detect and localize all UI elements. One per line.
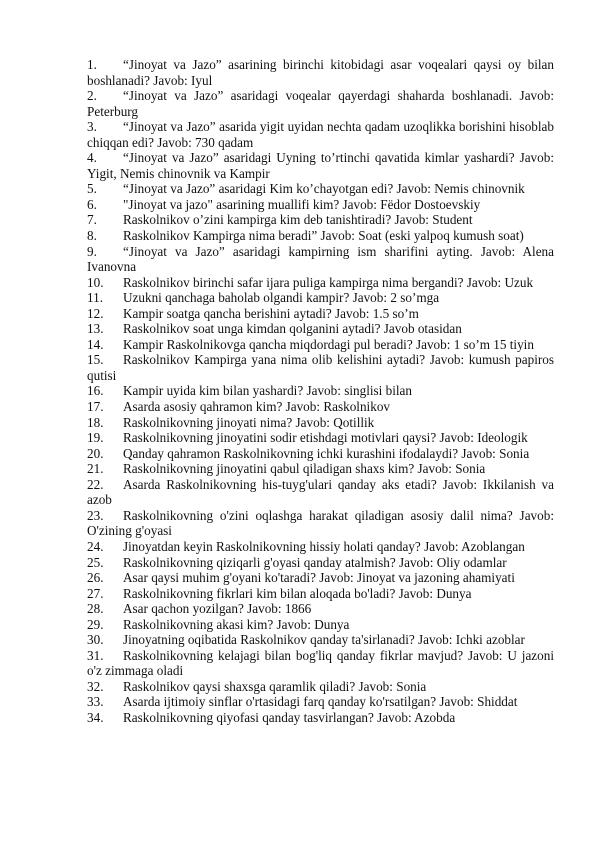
item-text: Raskolnikovning jinoyatini sodir etishdagi motivlari qaysi? Javob: Ideologik	[123, 430, 528, 446]
item-number: 26.	[87, 570, 104, 586]
list-item	[87, 57, 554, 88]
list-item	[87, 275, 554, 291]
list-item	[87, 337, 554, 353]
list-item	[87, 383, 554, 399]
item-text: Raskolnikovning o'zini oqlashga harakat qiladigan asosiy dalil nima? Javob: O'zining g'oyasi	[87, 507, 554, 539]
item-number: 7.	[87, 212, 97, 228]
list-item	[87, 601, 554, 617]
list-item	[87, 306, 554, 322]
list-item	[87, 352, 554, 383]
list-item	[87, 430, 554, 446]
item-text: Asarda Raskolnikovning his-tuyg'ulari qanday aks etadi? Javob: Ikkilanish va azob	[87, 476, 554, 508]
item-number: 12.	[87, 305, 104, 321]
item-number: 16.	[87, 383, 104, 399]
item-text: “Jinoyat va Jazo” asaridagi voqealar qayerdagi shaharda boshlanadi. Javob: Peterburg	[87, 88, 554, 119]
item-text: Raskolnikovning kelajagi bilan bog'liq qanday fikrlar mavjud? Javob: U jazoni o'z zimmaga oladi	[87, 647, 554, 679]
question-answer-list	[87, 57, 554, 726]
list-item	[87, 694, 554, 710]
list-item	[87, 446, 554, 462]
list-item	[87, 679, 554, 695]
list-item	[87, 197, 554, 213]
item-text: Asarda asosiy qahramon kim? Javob: Raskolnikov	[123, 399, 391, 415]
item-text: Raskolnikov o’zini kampirga kim deb tanishtiradi? Javob: Student	[123, 212, 473, 228]
item-number: 18.	[87, 414, 104, 430]
item-number: 29.	[87, 616, 104, 632]
list-item	[87, 399, 554, 415]
item-number: 25.	[87, 554, 104, 570]
item-text: Raskolnikovning jinoyati nima? Javob: Qotillik	[123, 414, 375, 430]
item-number: 27.	[87, 585, 104, 601]
document-page	[87, 57, 554, 726]
item-text: Asar qachon yozilgan? Javob: 1866	[123, 601, 312, 617]
item-text: Raskolnikov Kampirga nima beradi” Javob: Soat (eski yalpoq kumush soat)	[123, 228, 524, 244]
list-item	[87, 88, 554, 119]
item-text: Asar qaysi muhim g'oyani ko'taradi? Javob: Jinoyat va jazoning ahamiyati	[123, 570, 515, 586]
list-item	[87, 617, 554, 633]
item-text: “Jinoyat va Jazo” asaridagi Uyning to’rtinchi qavatida kimlar yashardi? Javob: Yigit, Nemis chinovnik va Kampir	[87, 150, 554, 181]
item-number: 31.	[87, 647, 104, 663]
item-number: 2.	[87, 88, 97, 104]
list-item	[87, 119, 554, 150]
item-number: 17.	[87, 399, 104, 415]
item-text: Kampir soatga qancha berishini aytadi? Javob: 1.5 so’m	[123, 305, 419, 321]
list-item	[87, 570, 554, 586]
list-item	[87, 632, 554, 648]
list-item	[87, 150, 554, 181]
item-text: Jinoyatdan keyin Raskolnikovning hissiy holati qanday? Javob: Azoblangan	[123, 538, 525, 554]
list-item	[87, 539, 554, 555]
list-item	[87, 477, 554, 508]
item-number: 1.	[87, 57, 97, 72]
list-item	[87, 321, 554, 337]
list-item	[87, 244, 554, 275]
item-number: 32.	[87, 678, 104, 694]
item-number: 20.	[87, 445, 104, 461]
item-number: 28.	[87, 601, 104, 617]
list-item	[87, 586, 554, 602]
item-number: 23.	[87, 507, 104, 523]
item-text: Jinoyatning oqibatida Raskolnikov qanday ta'sirlanadi? Javob: Ichki azoblar	[123, 632, 525, 648]
item-number: 8.	[87, 228, 97, 244]
item-text: Raskolnikovning akasi kim? Javob: Dunya	[123, 616, 350, 632]
item-number: 11.	[87, 290, 103, 306]
item-number: 15.	[87, 352, 104, 368]
item-text: "Jinoyat va jazo" asarining muallifi kim? Javob: Fëdor Dostoevskiy	[123, 196, 481, 212]
item-number: 5.	[87, 181, 97, 197]
item-text: Raskolnikovning qiziqarli g'oyasi qanday atalmish? Javob: Oliy odamlar	[123, 554, 507, 570]
list-item	[87, 181, 554, 197]
item-text: “Jinoyat va Jazo” asarida yigit uyidan nechta qadam uzoqlikka borishini hisoblab chiqqan edi? Javob: 730 qadam	[87, 119, 554, 150]
item-number: 33.	[87, 694, 104, 710]
item-text: Qanday qahramon Raskolnikovning ichki kurashini ifodalaydi? Javob: Sonia	[123, 445, 530, 461]
item-text: Kampir Raskolnikovga qancha miqdordagi pul beradi? Javob: 1 so’m 15 tiyin	[123, 336, 534, 352]
item-number: 6.	[87, 196, 97, 212]
item-number: 34.	[87, 709, 104, 725]
item-text: Kampir uyida kim bilan yashardi? Javob: singlisi bilan	[123, 383, 412, 399]
item-text: Raskolnikovning fikrlari kim bilan aloqada bo'ladi? Javob: Dunya	[123, 585, 472, 601]
item-text: Raskolnikov Kampirga yana nima olib kelishini aytadi? Javob: kumush papiros qutisi	[87, 352, 554, 383]
item-text: Raskolnikov qaysi shaxsga qaramlik qiladi? Javob: Sonia	[123, 678, 427, 694]
list-item	[87, 212, 554, 228]
item-number: 10.	[87, 274, 104, 290]
list-item	[87, 461, 554, 477]
item-number: 13.	[87, 321, 104, 337]
item-text: “Jinoyat va Jazo” asarining birinchi kitobidagi asar voqealari qaysi oy bilan boshlanadi? Javob: Iyul	[87, 57, 554, 88]
list-item	[87, 228, 554, 244]
list-item	[87, 415, 554, 431]
list-item	[87, 508, 554, 539]
item-number: 4.	[87, 150, 97, 166]
item-text: Raskolnikovning qiyofasi qanday tasvirlangan? Javob: Azobda	[123, 709, 456, 725]
list-item	[87, 555, 554, 571]
list-item	[87, 648, 554, 679]
item-text: “Jinoyat va Jazo” asaridagi Kim ko’chayotgan edi? Javob: Nemis chinovnik	[123, 181, 525, 197]
item-number: 21.	[87, 461, 104, 477]
item-number: 3.	[87, 119, 97, 135]
list-item	[87, 290, 554, 306]
item-number: 19.	[87, 430, 104, 446]
item-text: Raskolnikov soat unga kimdan qolganini aytadi? Javob otasidan	[123, 321, 462, 337]
item-number: 14.	[87, 336, 104, 352]
item-text: Asarda ijtimoiy sinflar o'rtasidagi farq qanday ko'rsatilgan? Javob: Shiddat	[123, 694, 518, 710]
item-text: “Jinoyat va Jazo” asaridagi kampirning ism sharifini ayting. Javob: Alena Ivanovna	[87, 243, 554, 275]
item-number: 22.	[87, 476, 104, 492]
item-text: Raskolnikov birinchi safar ijara puliga kampirga nima bergandi? Javob: Uzuk	[123, 274, 534, 290]
item-text: Uzukni qanchaga baholab olgandi kampir? Javob: 2 so’mga	[123, 290, 440, 306]
item-number: 30.	[87, 632, 104, 648]
list-item	[87, 710, 554, 726]
item-number: 9.	[87, 243, 97, 259]
item-text: Raskolnikovning jinoyatini qabul qiladigan shaxs kim? Javob: Sonia	[123, 461, 486, 477]
item-number: 24.	[87, 538, 104, 554]
